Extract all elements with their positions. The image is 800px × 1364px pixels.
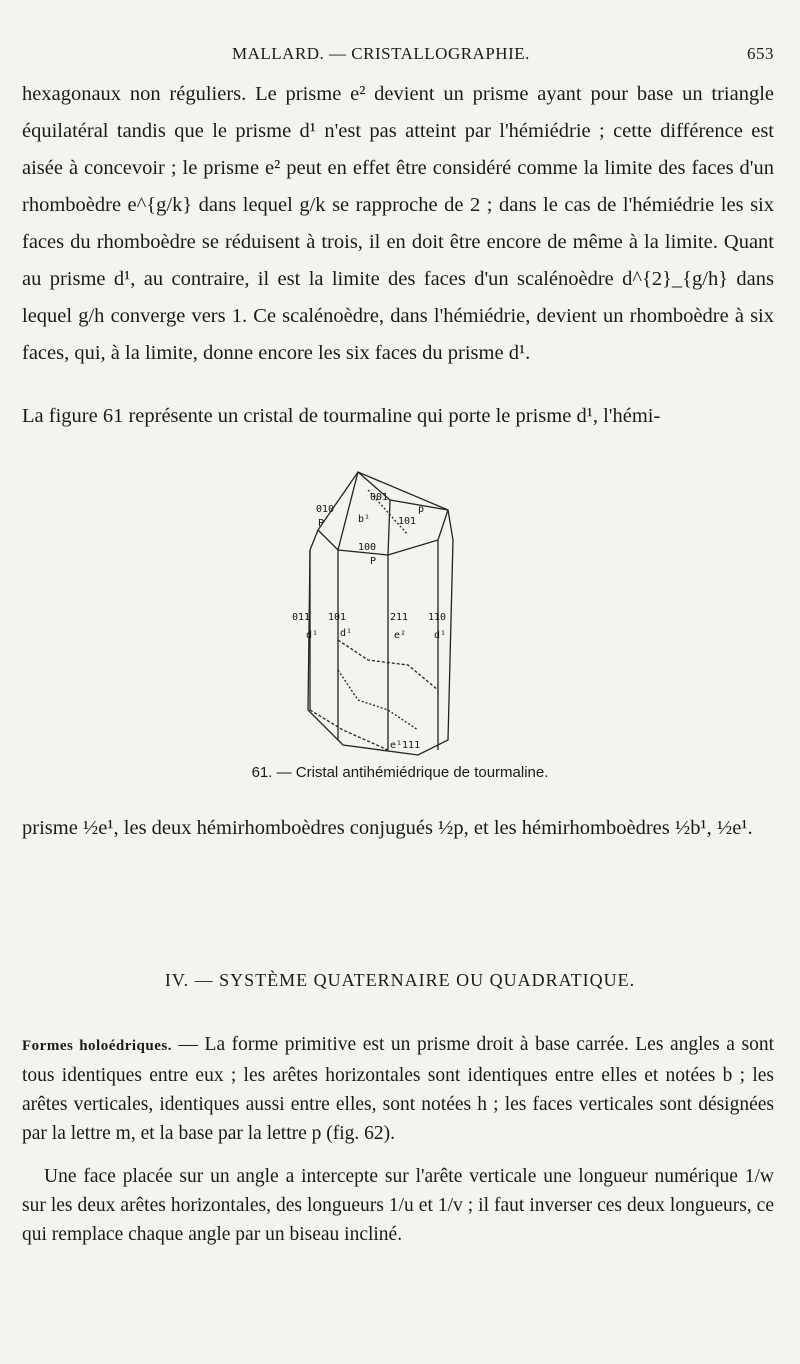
tourmaline-crystal-figure: [292, 460, 460, 760]
section-title: IV. — SYSTÈME QUATERNAIRE OU QUADRATIQUE.: [164, 970, 636, 990]
paragraph-angle-face: Une face placée sur un angle a intercepte sur l'arête verticale une longueur numérique 1/w sur les deux arêtes horizontales, des longueurs 1/u et 1/v ; il faut inverser ces deux longueurs, ce qui remplace chaque angle par un biseau incliné.: [22, 1166, 774, 1245]
figure-label: P: [370, 556, 377, 567]
figure-label: e¹111: [390, 740, 421, 751]
figure-label: 001: [370, 492, 389, 503]
figure-label: 011: [292, 612, 311, 623]
figure-label: b¹: [358, 514, 371, 525]
figure-label: d¹: [340, 628, 353, 639]
figure-label: d¹: [306, 630, 319, 641]
paragraph-holohedral-forms: [22, 1030, 774, 1148]
figure-label: d¹: [434, 630, 447, 641]
crystal-drawing: [292, 460, 460, 760]
paragraph-hemirhombohedra: prisme ½e¹, les deux hémirhomboèdres conjugués ½p, et les hémirhomboèdres ½b¹, ½e¹.: [22, 817, 753, 839]
page-header: [22, 44, 774, 68]
paragraph-figure-intro: La figure 61 représente un cristal de tourmaline qui porte le prisme d¹, l'hémi-: [22, 405, 661, 427]
page-number: 653: [747, 44, 774, 63]
figure-caption: 61. — Cristal antihémiédrique de tourmaline.: [251, 764, 549, 781]
figure-label: 010: [316, 504, 335, 515]
figure-label: 211: [390, 612, 409, 623]
figure-label: p: [418, 504, 425, 515]
running-title: MALLARD. — CRISTALLOGRAPHIE.: [232, 44, 530, 63]
figure-label: e²: [394, 630, 407, 641]
paragraph-lead: Formes holoédriques.: [22, 1038, 172, 1054]
figure-label: 110: [428, 612, 447, 623]
paragraph-hexagonal: hexagonaux non réguliers. Le prisme e² devient un prisme ayant pour base un triangle équilatéral tandis que le prisme d¹ n'est pas atteint par l'hémiédrie ; cette différence est aisée à concevoir ; le prisme e² peut en effet être considéré comme la limite des faces d'un rhomboèdre e^{g/k} dans lequel g/k se rapproche de 2 ; dans le cas de l'hémiédrie les six faces du rhomboèdre se réduisent à trois, il en doit être encore de même à la limite. Quant au prisme d¹, au contraire, il est la limite des faces d'un scalénoèdre d^{2}_{g/h} dans lequel g/h converge vers 1. Ce scalénoèdre, dans l'hémiédrie, devient un rhomboèdre à six faces, qui, à la limite, donne encore les six faces du prisme d¹.: [22, 83, 774, 364]
figure-label: P: [318, 518, 325, 529]
figure-label: 100: [358, 542, 377, 553]
figure-label: 101: [398, 516, 417, 527]
figure-label: 101: [328, 612, 347, 623]
paragraph-text: — La forme primitive est un prisme droit à base carrée. Les angles a sont tous identiques entre eux ; les arêtes horizontales sont identiques entre elles et notées b ; les arêtes verticales, identiques aussi entre elles, sont notées h ; les faces verticales sont désignées par la lettre m, et la base par la lettre p (fig. 62).: [22, 1034, 774, 1144]
